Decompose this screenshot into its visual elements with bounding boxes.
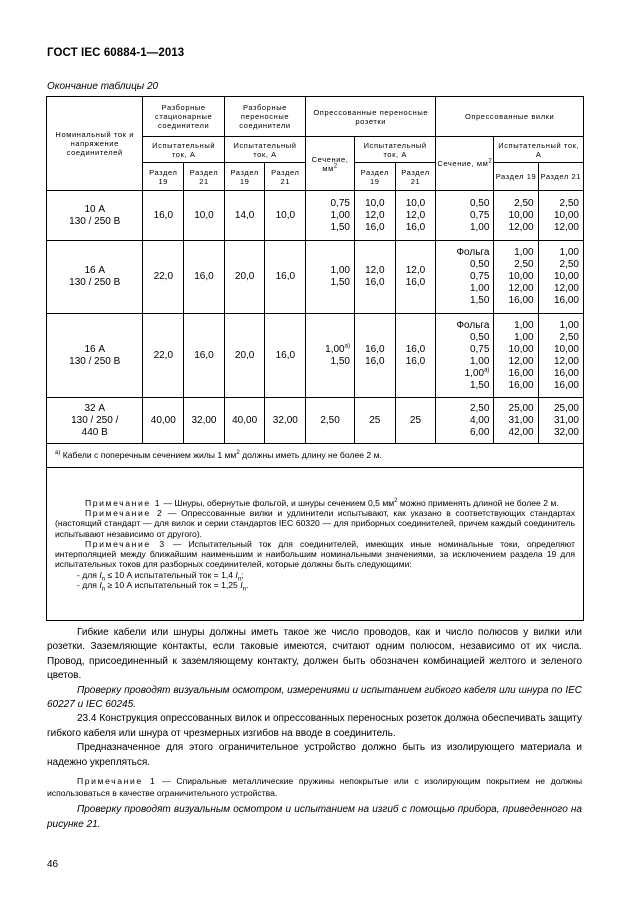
cell-rating: 16 А 130 / 250 В (47, 314, 143, 398)
cell-value: 1,00 1,50 (306, 241, 355, 314)
table-row (47, 398, 584, 444)
cell-rating: 16 А 130 / 250 В (47, 241, 143, 314)
header-molded-plugs: Опрессованные вилки (436, 97, 584, 137)
header-section-19: Раздел 19 (354, 163, 395, 191)
cell-value: 2,50 10,00 12,00 (494, 191, 538, 241)
cell-value: 2,50 10,00 12,00 (538, 191, 583, 241)
cell-value: 20,0 (224, 314, 265, 398)
paragraph: Проверку проводят визуальным осмотром, измерениями и испытанием гибкого кабеля или шнура по IEC 60227 и IEC 60245. (47, 684, 582, 711)
cell-value: 10,0 12,0 16,0 (395, 191, 436, 241)
cell-value: 10,0 12,0 16,0 (354, 191, 395, 241)
header-section-19: Раздел 19 (143, 163, 184, 191)
cell-value: 10,0 (184, 191, 225, 241)
note-3: Примечание 3 — Испытательный ток для соединителей, имеющих иные номинальные токи, определяют интерполяцией между ближайшим наименьшим и наибольшим номинальными значениями, за исключением раздела 19 для испытательных токов для разборных соединителей, которые должны быть следующими: (55, 538, 575, 570)
table-caption: Окончание таблицы 20 (47, 81, 159, 92)
cell-value: 1,00 1,00 10,00 12,00 16,00 16,00 (494, 314, 538, 398)
cell-value: 1,00 2,50 10,00 12,00 16,00 (538, 241, 583, 314)
header-test-current: Испытательный ток, А (224, 137, 305, 163)
cell-value: 16,0 (143, 191, 184, 241)
cell-value: 16,0 16,0 (354, 314, 395, 398)
cell-value: 16,0 (184, 241, 225, 314)
document-header: ГОСТ IEC 60884-1—2013 (47, 47, 185, 59)
header-molded-sockets: Опрессованные переносные розетки (306, 97, 436, 137)
header-section-19: Раздел 19 (224, 163, 265, 191)
paragraph: Гибкие кабели или шнуры должны иметь такое же число проводов, как и число полюсов у вилки или розетки. Заземляющие контакты, если таковые имеются, считают одним полюсом, независимо от их числа. Провод, присоединенный к заземляющему контакту, должен быть обозначен комбинацией желтого и зеленого цветов. (47, 627, 582, 682)
table-row (47, 314, 584, 398)
header-test-current: Испытательный ток, А (143, 137, 224, 163)
header-portable: Разборные переносные соединители (224, 97, 305, 137)
header-cross-section: Сечение, $мм^2$ (436, 137, 494, 191)
header-section-21: Раздел 21 (538, 163, 583, 191)
cell-value: 20,0 (224, 241, 265, 314)
cell-value: 25,00 31,00 42,00 (494, 398, 538, 444)
cell-rating: 32 А 130 / 250 / 440 В (47, 398, 143, 444)
table-row (47, 241, 584, 314)
paragraph: Проверку проводят визуальным осмотром и испытанием на изгиб с помощью прибора, приведенного на рисунке 21. (47, 804, 582, 830)
cell-value: 12,0 16,0 (395, 241, 436, 314)
cell-value: 16,0 (265, 314, 306, 398)
cell-value: 16,0 (184, 314, 225, 398)
table-notes (47, 468, 584, 621)
cell-value: 2,50 (306, 398, 355, 444)
note-2: Примечание 2 — Опрессованные вилки и удлинители испытывают, как указано в соответствующих стандартах (настоящий стандарт — для вилок и серии стандартов IEC 60320 — для приборных соединителей, причем каждый соединитель испытывают независимо от другого). (55, 507, 575, 539)
paragraph: Предназначенное для этого ограничительное устройство должно быть из изолирующего материала и надежно укрепляться. (47, 742, 582, 768)
page-number: 46 (47, 859, 59, 870)
paragraph: 23.4 Конструкция опрессованных вилок и опрессованных переносных розеток должна обеспечивать защиту гибкого кабеля или шнура от чрезмерных изгибов на вводе в соединитель. (47, 713, 582, 739)
cell-value: 25,00 31,00 32,00 (538, 398, 583, 444)
note-1: Примечание 1 — Шнуры, обернутые фольгой, и шнуры сечением 0,5 $мм^2$ можно применять длиной не более 2 м. (85, 497, 559, 508)
table-footnote: $^{a)}$ Кабели с поперечным сечением жилы 1 $мм^2$ должны иметь длину не более 2 м. (47, 444, 584, 468)
test-current-table (46, 96, 584, 621)
header-section-21: Раздел 21 (184, 163, 225, 191)
table-row (47, 191, 584, 241)
cell-value: Фольга 0,50 0,75 1,00 1,50 (436, 241, 494, 314)
cell-value: 2,50 4,00 6,00 (436, 398, 494, 444)
header-fixed: Разборные стационарные соединители (143, 97, 224, 137)
note: Примечание 1 — Спиральные металлические пружины непокрытые или с изолирующим покрытием не должны использоваться в качестве ограничительного устройства. (47, 776, 582, 799)
cell-value: 16,0 (265, 241, 306, 314)
cell-value: 1,00 2,50 10,00 12,00 16,00 (494, 241, 538, 314)
cell-value: 16,0 16,0 (395, 314, 436, 398)
note-3-bullet: - для $I_n \ge 10$ А испытательный ток = 1,25 $I_n$. (77, 580, 249, 593)
header-test-current: Испытательный ток, А (494, 137, 584, 163)
cell-value: 10,0 (265, 191, 306, 241)
cell-value: 32,00 (265, 398, 306, 444)
cell-value: 12,0 16,0 (354, 241, 395, 314)
cell-value: 22,0 (143, 241, 184, 314)
header-rating: Номинальный ток и напряжение соединителей (47, 97, 143, 191)
header-section-21: Раздел 21 (265, 163, 306, 191)
cell-value: 40,00 (143, 398, 184, 444)
cell-rating: 10 А 130 / 250 В (47, 191, 143, 241)
body-text (47, 626, 582, 832)
cell-value: 14,0 (224, 191, 265, 241)
cell-value: 22,0 (143, 314, 184, 398)
cell-value: 40,00 (224, 398, 265, 444)
cell-value: 0,50 0,75 1,00 (436, 191, 494, 241)
cell-value: Фольга 0,50 0,75 1,00 1,00$^{a)}$ 1,50 (436, 314, 494, 398)
cell-value: 1,00$^{a)}$ 1,50 (306, 314, 355, 398)
cell-value: 25 (354, 398, 395, 444)
note-3-bullet: - для $I_n \le 10$ А испытательный ток = 1,4 $I_n$; (77, 569, 244, 583)
cell-value: 1,00 2,50 10,00 12,00 16,00 16,00 (538, 314, 583, 398)
header-section-19: Раздел 19 (494, 163, 538, 191)
cell-value: 32,00 (184, 398, 225, 444)
header-cross-section: Сечение, $мм^2$ (306, 137, 355, 191)
header-test-current: Испытательный ток, А (354, 137, 435, 163)
cell-value: 25 (395, 398, 436, 444)
header-section-21: Раздел 21 (395, 163, 436, 191)
cell-value: 0,75 1,00 1,50 (306, 191, 355, 241)
